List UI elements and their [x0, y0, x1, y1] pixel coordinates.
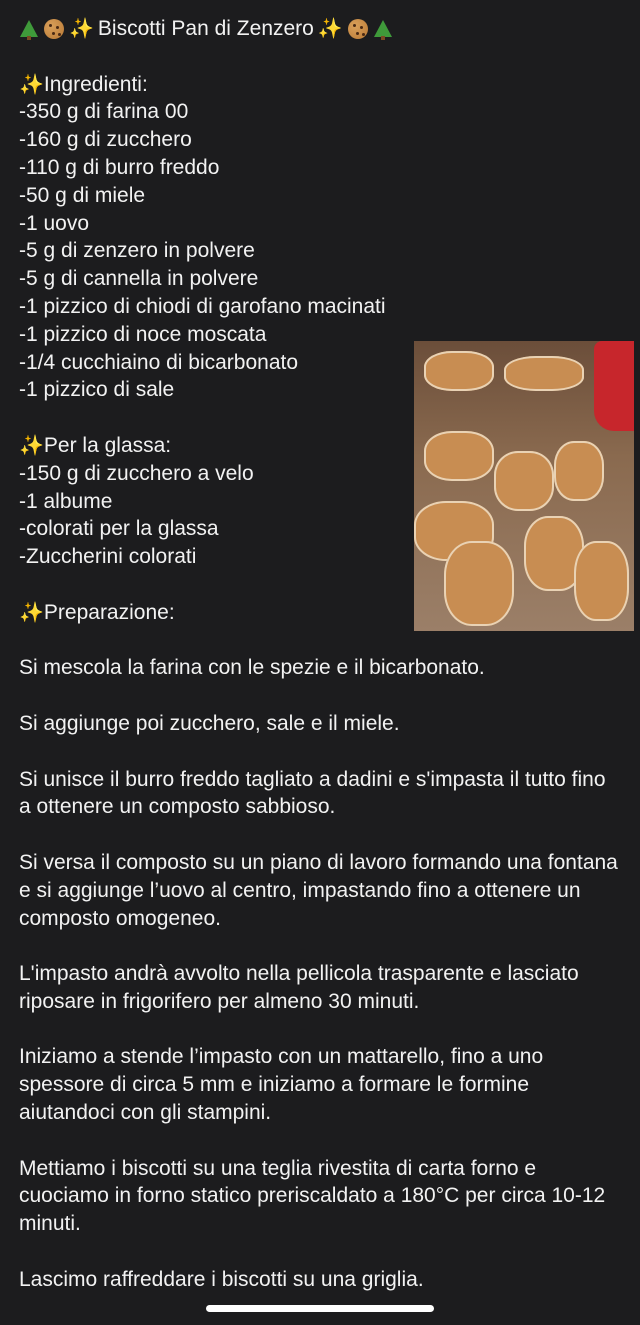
spacer: [19, 821, 619, 849]
sparkles-icon: ✨: [69, 17, 94, 40]
ingredients-heading-row: [19, 71, 619, 99]
preparation-step: Mettiamo i biscotti su una teglia rivestita di carta forno e cuociamo in forno statico preriscaldato a 180°C per circa 10-12 minuti.: [19, 1156, 606, 1236]
ingredient-item: -1/4 cucchiaino di bicarbonato: [19, 350, 299, 374]
ingredient-item: -350 g di farina 00: [19, 100, 189, 124]
ingredient-item: -1 pizzico di noce moscata: [19, 322, 267, 346]
cookie-shape: [424, 351, 494, 391]
preparation-step: Lascimo raffreddare i biscotti su una griglia.: [19, 1267, 424, 1291]
ingredients-heading: Ingredienti:: [43, 72, 148, 96]
sparkles-icon: ✨: [317, 17, 343, 40]
glaze-item: -1 albume: [19, 489, 113, 513]
ingredient-item: -5 g di cannella in polvere: [19, 267, 259, 291]
gingerbread-cookies-photo[interactable]: [414, 341, 634, 631]
preparation-heading: Preparazione:: [43, 600, 175, 624]
ingredient-item: -110 g di burro freddo: [19, 155, 220, 179]
glaze-heading: Per la glassa:: [43, 433, 172, 457]
cookie-shape: [494, 451, 554, 511]
sparkles-icon: ✨: [19, 73, 44, 96]
home-indicator[interactable]: [206, 1305, 434, 1312]
preparation-step: Si aggiunge poi zucchero, sale e il miele.: [19, 711, 400, 735]
ingredient-item: -1 pizzico di sale: [19, 378, 175, 402]
preparation-step: Iniziamo a stende l’impasto con un mattarello, fino a uno spessore di circa 5 mm e iniziamo a formare le formine aiutandoci con gli stampini.: [19, 1045, 544, 1125]
ingredient-item: -5 g di zenzero in polvere: [19, 239, 255, 263]
ingredient-item: -160 g di zucchero: [19, 128, 192, 152]
red-cup-shape: [594, 341, 634, 431]
spacer: [19, 682, 619, 710]
preparation-step: L'impasto andrà avvolto nella pellicola trasparente e lasciato riposare in frigorifero per almeno 30 minuti.: [19, 962, 579, 1013]
recipe-title-row: [19, 15, 619, 43]
spacer: [19, 1238, 619, 1266]
ingredient-item: -1 uovo: [19, 211, 90, 235]
spacer: [19, 1127, 619, 1155]
recipe-post: [19, 15, 619, 1294]
glaze-item: -colorati per la glassa: [19, 517, 219, 541]
spacer: [19, 738, 619, 766]
cookie-shape: [424, 431, 494, 481]
cookie-icon: [347, 18, 369, 40]
cookie-shape: [444, 541, 514, 626]
spacer: [19, 43, 619, 71]
ingredient-item: -50 g di miele: [19, 183, 146, 207]
cookie-shape: [504, 356, 584, 391]
preparation-step: Si versa il composto su un piano di lavoro formando una fontana e si aggiunge l’uovo al centro, impastando fino a ottenere un composto omogeneo.: [19, 850, 618, 930]
glaze-item: -150 g di zucchero a velo: [19, 461, 254, 485]
ingredient-item: -1 pizzico di chiodi di garofano macinati: [19, 294, 386, 318]
glaze-item: -Zuccherini colorati: [19, 545, 197, 569]
cookie-shape: [554, 441, 604, 501]
preparation-step: Si mescola la farina con le spezie e il bicarbonato.: [19, 656, 485, 680]
recipe-title: Biscotti Pan di Zenzero: [97, 17, 314, 40]
christmas-tree-icon: [19, 18, 39, 40]
sparkles-icon: ✨: [19, 434, 44, 457]
spacer: [19, 1016, 619, 1044]
cookie-shape: [574, 541, 629, 621]
cookie-icon: [43, 18, 65, 40]
spacer: [19, 932, 619, 960]
christmas-tree-icon: [373, 18, 393, 40]
sparkles-icon: ✨: [19, 601, 44, 624]
preparation-step: Si unisce il burro freddo tagliato a dadini e s'impasta il tutto fino a ottenere un composto sabbioso.: [19, 767, 606, 819]
